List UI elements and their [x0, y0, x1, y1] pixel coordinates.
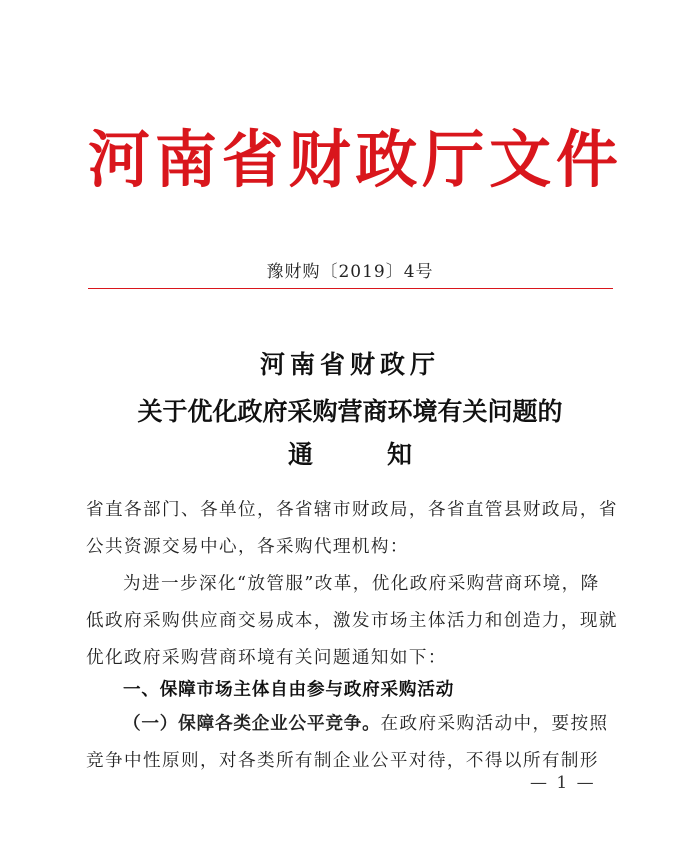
item-line: 竞争中性原则，对各类所有制企业公平对待，不得以所有制形: [86, 751, 599, 771]
header-char: 南: [154, 123, 217, 196]
page-number: — 1 —: [530, 773, 596, 793]
header-char: 件: [555, 123, 618, 196]
item-text: 在政府采购活动中，要按照: [380, 714, 609, 734]
addressee-paragraph: [86, 492, 631, 566]
header-char: 政: [355, 123, 418, 196]
header-char: 河: [88, 123, 151, 196]
document-red-header: [88, 120, 618, 200]
intro-line: 低政府采购供应商交易成本，激发市场主体活力和创造力，现就: [86, 611, 618, 631]
notice-title-line-1: 河南省财政厅: [259, 350, 440, 379]
notice-title-word-2: 知: [387, 440, 413, 469]
header-char: 省: [221, 123, 284, 196]
notice-title-line-3: [0, 440, 700, 470]
header-char: 厅: [422, 123, 485, 196]
header-char: 财: [288, 123, 351, 196]
red-divider-line: [88, 288, 613, 289]
document-number: 豫财购〔2019〕4号: [266, 262, 434, 282]
notice-title-line-2: 关于优化政府采购营商环境有关问题的: [137, 397, 563, 426]
addressee-line: 公共资源交易中心，各采购代理机构：: [86, 537, 409, 557]
item-lead: （一）保障各类企业公平竞争。: [123, 714, 381, 734]
item-paragraph: [86, 706, 631, 780]
intro-paragraph: [86, 566, 631, 677]
header-char: 文: [489, 123, 552, 196]
addressee-line: 省直各部门、各单位，各省辖市财政局，各省直管县财政局，省: [86, 500, 618, 520]
item-line: [86, 706, 631, 743]
section-heading: 一、保障市场主体自由参与政府采购活动: [123, 680, 455, 700]
intro-line: 为进一步深化“放管服”改革，优化政府采购营商环境，降: [123, 574, 600, 594]
notice-title-word-1: 通: [287, 440, 313, 469]
intro-line: 优化政府采购营商环境有关问题通知如下：: [86, 648, 447, 668]
